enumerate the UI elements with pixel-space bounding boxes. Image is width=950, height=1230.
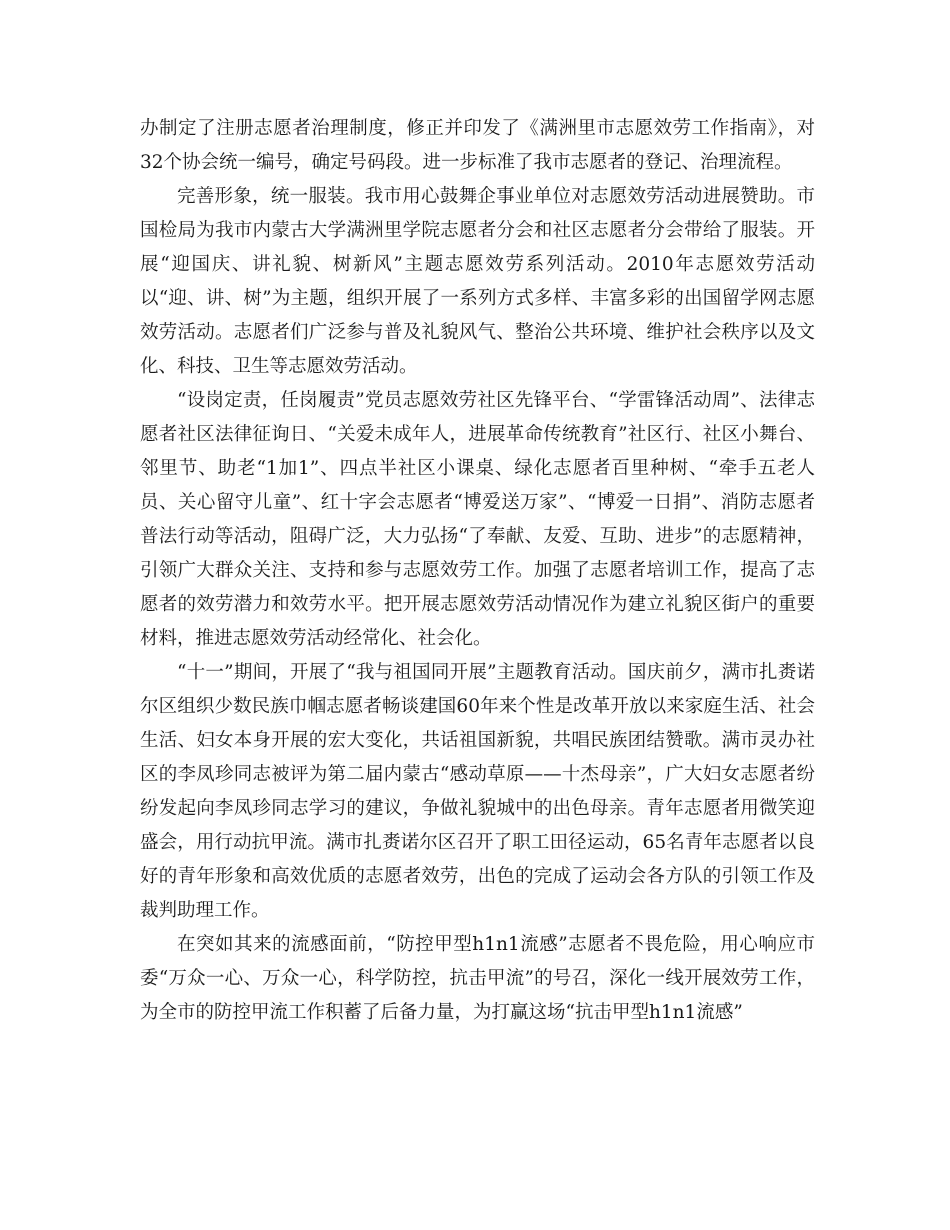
paragraph-2: 完善形象，统一服装。我市用心鼓舞企事业单位对志愿效劳活动进展赞助。市国检局为我市内蒙古大学满洲里学院志愿者分会和社区志愿者分会带给了服装。开展“迎国庆、讲礼貌、树新风”主题志愿效劳系列活动。2010年志愿效劳活动以“迎、讲、树”为主题，组织开展了一系列方式多样、丰富多彩的出国留学网志愿效劳活动。志愿者们广泛参与普及礼貌风气、整治公共环境、维护社会秩序以及文化、科技、卫生等志愿效劳活动。 — [140, 186, 815, 377]
paragraph-4: “十一”期间，开展了“我与祖国同开展”主题教育活动。国庆前夕，满市扎赉诺尔区组织少数民族巾帼志愿者畅谈建国60年来个性是改革开放以来家庭生活、社会生活、妇女本身开展的宏大变化，共话祖国新貌，共唱民族团结赞歌。满市灵办社区的李凤珍同志被评为第二届内蒙古“感动草原——十杰母亲”，广大妇女志愿者纷纷发起向李凤珍同志学习的建议，争做礼貌城中的出色母亲。青年志愿者用微笑迎盛会，用行动抗甲流。满市扎赉诺尔区召开了职工田径运动，65名青年志愿者以良好的青年形象和高效优质的志愿者效劳，出色的完成了运动会各方队的引领工作及裁判助理工作。 — [140, 662, 815, 921]
paragraph-5: 在突如其来的流感面前，“防控甲型h1n1流感”志愿者不畏危险，用心响应市委“万众一心、万众一心，科学防控，抗击甲流”的号召，深化一线开展效劳工作，为全市的防控甲流工作积蓄了后备力量，为打赢这场“抗击甲型h1n1流感” — [140, 934, 815, 1023]
document-body — [140, 112, 815, 1030]
paragraph-3: “设岗定责，任岗履责”党员志愿效劳社区先锋平台、“学雷锋活动周”、法律志愿者社区法律征询日、“关爱未成年人，进展革命传统教育”社区行、社区小舞台、邻里节、助老“1加1”、四点半社区小课桌、绿化志愿者百里种树、“牵手五老人员、关心留守儿童”、红十字会志愿者“博爱送万家”、“博爱一日捐”、消防志愿者普法行动等活动，阻碍广泛，大力弘扬“了奉献、友爱、互助、进步”的志愿精神，引领广大群众关注、支持和参与志愿效劳工作。加强了志愿者培训工作，提高了志愿者的效劳潜力和效劳水平。把开展志愿效劳活动情况作为建立礼貌区街户的重要材料，推进志愿效劳活动经常化、社会化。 — [140, 390, 815, 649]
paragraph-1: 办制定了注册志愿者治理制度，修正并印发了《满洲里市志愿效劳工作指南》，对32个协会统一编号，确定号码段。进一步标准了我市志愿者的登记、治理流程。 — [140, 118, 815, 173]
